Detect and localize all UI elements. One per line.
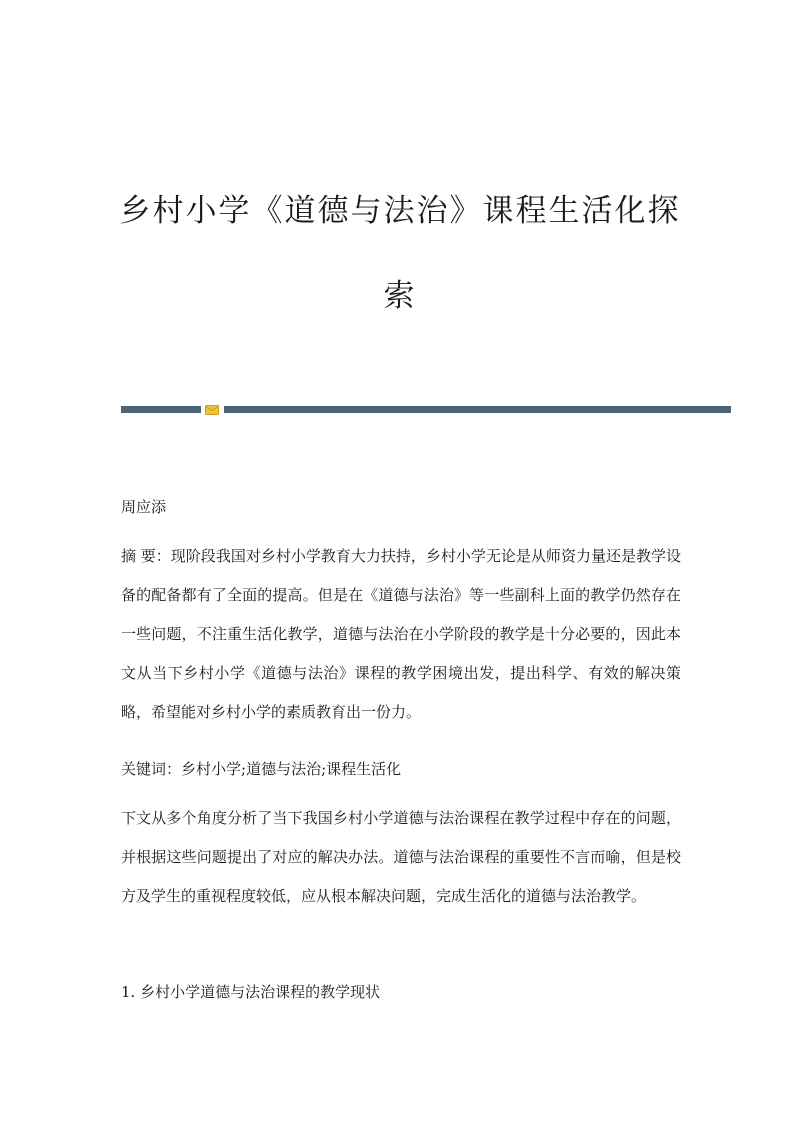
abstract-paragraph	[121, 537, 681, 732]
title-divider-left	[121, 406, 201, 413]
keywords-paragraph	[121, 750, 681, 789]
document-title-line-1: 乡村小学《道德与法治》课程生活化探	[119, 193, 681, 229]
intro-paragraph: 下文从多个角度分析了当下我国乡村小学道德与法治课程在教学过程中存在的问题，并根据这些问题提出了对应的解决办法。道德与法治课程的重要性不言而喻，但是校方及学生的重视程度较低，应从根本解决问题，完成生活化的道德与法治教学。	[121, 809, 681, 905]
section-heading: 1. 乡村小学道德与法治课程的教学现状	[121, 983, 381, 1001]
abstract-label: 摘 要：	[121, 547, 171, 565]
keywords-text: 乡村小学;道德与法治;课程生活化	[181, 760, 402, 778]
title-divider-right	[224, 406, 731, 413]
author-name: 周应添	[121, 498, 167, 516]
keywords-label: 关键词：	[121, 760, 182, 778]
abstract-text: 现阶段我国对乡村小学教育大力扶持，乡村小学无论是从师资力量还是教学设备的配备都有了全面的提高。但是在《道德与法治》等一些副科上面的教学仍然存在一些问题，不注重生活化教学，道德与法治在小学阶段的教学是十分必要的，因此本文从当下乡村小学《道德与法治》课程的教学困境出发，提出科学、有效的解决策略，希望能对乡村小学的素质教育出一份力。	[121, 547, 681, 721]
document-title-line-2: 索	[383, 278, 417, 314]
envelope-icon	[205, 405, 219, 415]
